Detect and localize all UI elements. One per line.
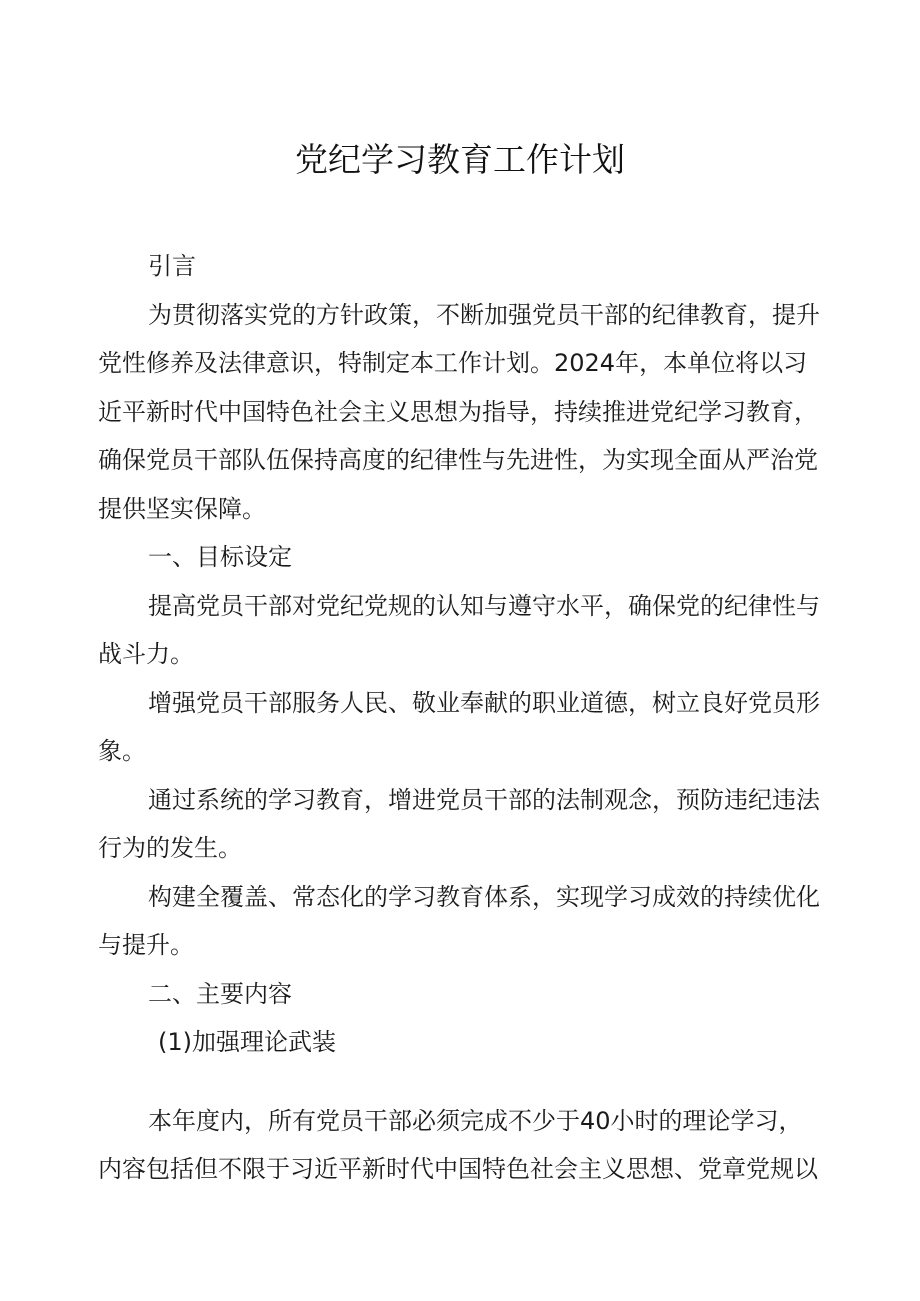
subheading-theory: (1)加强理论武装 xyxy=(158,1028,336,1056)
heading-goals: 一、目标设定 xyxy=(148,543,292,571)
paragraph-line: 与提升。 xyxy=(98,931,194,959)
document-body xyxy=(98,242,820,1194)
paragraph-line: 战斗力。 xyxy=(98,640,194,668)
paragraph-line: 本年度内，所有党员干部必须完成不少于40小时的理论学习， xyxy=(148,1106,803,1135)
paragraph-line: 构建全覆盖、常态化的学习教育体系，实现学习成效的持续优化 xyxy=(148,882,820,911)
paragraph-line: 为贯彻落实党的方针政策，不断加强党员干部的纪律教育，提升 xyxy=(148,300,820,329)
paragraph-line: 行为的发生。 xyxy=(98,834,242,862)
paragraph-line: 近平新时代中国特色社会主义思想为指导，持续推进党纪学习教育， xyxy=(98,397,818,426)
paragraph-line: 确保党员干部队伍保持高度的纪律性与先进性，为实现全面从严治党 xyxy=(98,446,818,474)
paragraph-line: 提高党员干部对党纪党规的认知与遵守水平，确保党的纪律性与 xyxy=(148,591,820,620)
paragraph-line: 增强党员干部服务人民、敬业奉献的职业道德，树立良好党员形 xyxy=(148,688,820,717)
document-title: 党纪学习教育工作计划 xyxy=(295,140,625,179)
spacer xyxy=(98,1067,803,1097)
paragraph-line: 象。 xyxy=(98,737,146,765)
paragraph-line: 党性修养及法律意识，特制定本工作计划。2024年，本单位将以习 xyxy=(98,349,808,377)
heading-main-content: 二、主要内容 xyxy=(148,979,292,1008)
paragraph-line: 通过系统的学习教育，增进党员干部的法制观念，预防违纪违法 xyxy=(148,785,820,814)
heading-introduction: 引言 xyxy=(148,252,196,280)
paragraph-line: 内容包括但不限于习近平新时代中国特色社会主义思想、党章党规以 xyxy=(98,1155,818,1183)
paragraph-line: 提供坚实保障。 xyxy=(98,494,266,523)
